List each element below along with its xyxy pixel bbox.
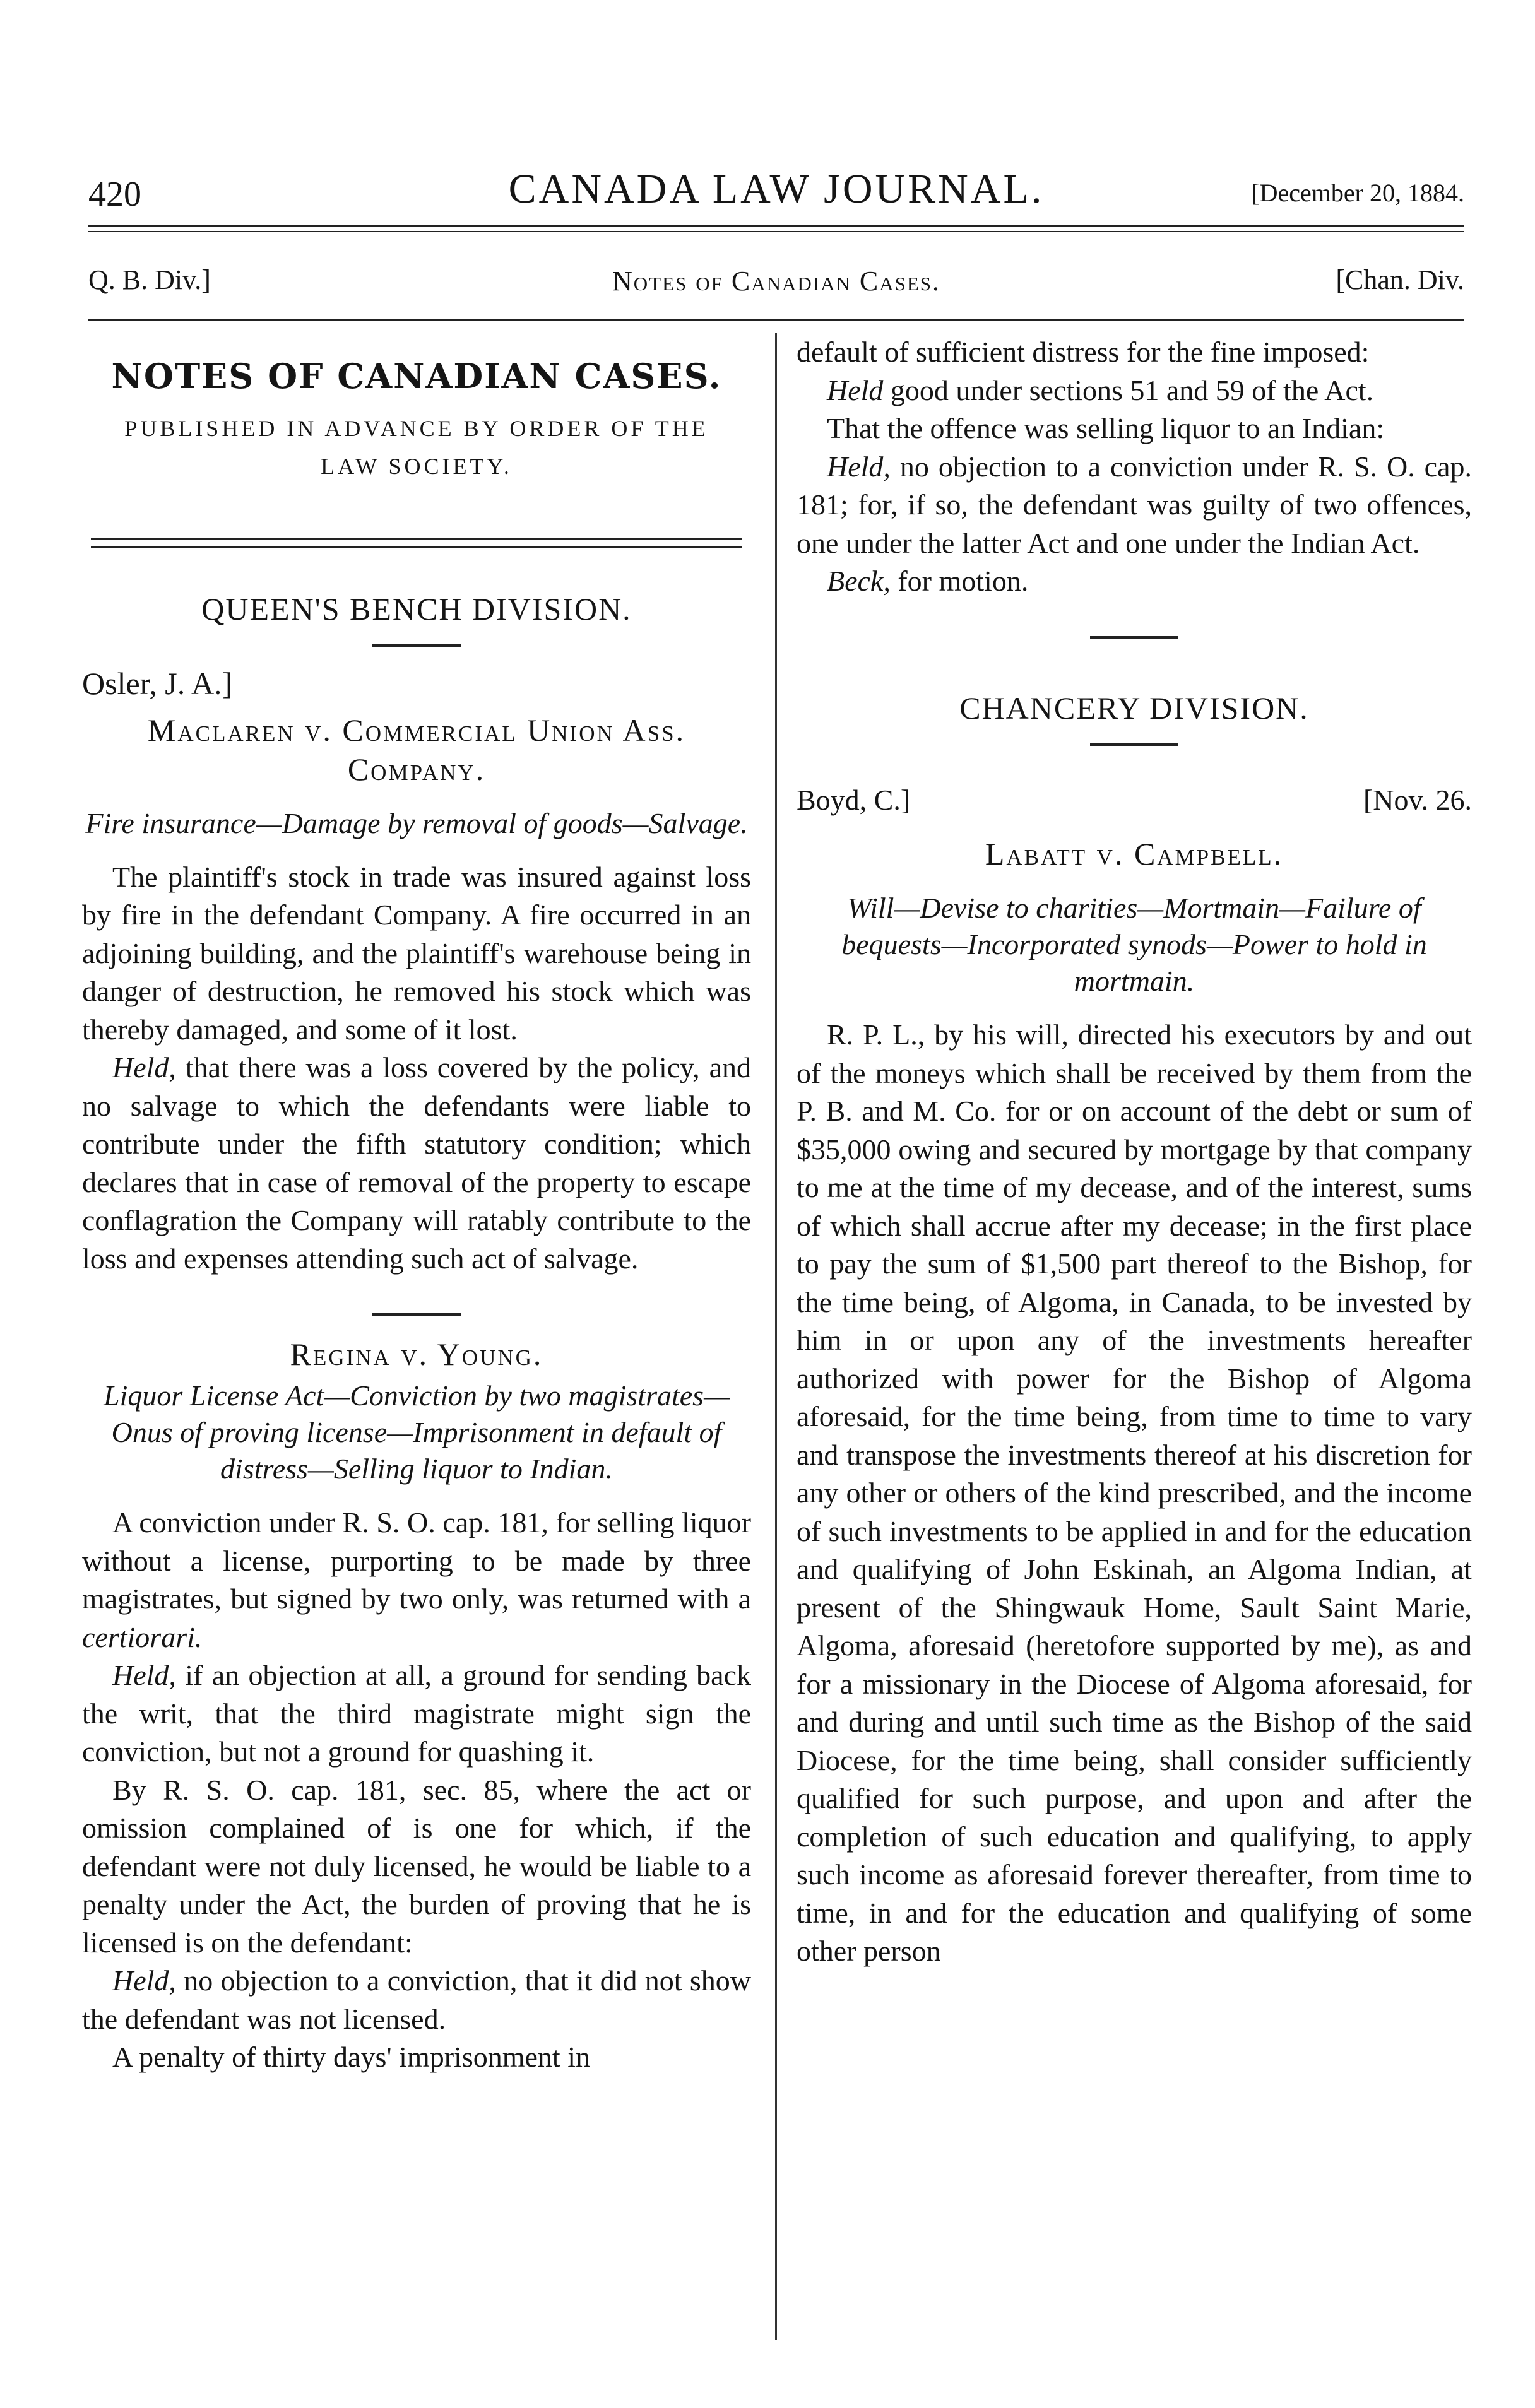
subheader-left: Q. B. Div.] — [88, 264, 211, 295]
paragraph — [82, 1962, 751, 2038]
chancery-heading: CHANCERY DIVISION. — [959, 690, 1309, 726]
publication-note: PUBLISHED IN ADVANCE BY ORDER OF THE LAW SOCIETY. — [124, 415, 709, 479]
short-rule — [1090, 743, 1178, 746]
held-label: Held, — [112, 1964, 176, 1997]
paragraph: A penalty of thirty days' imprisonment in — [112, 2041, 590, 2073]
italic-term: certiorari. — [82, 1620, 203, 1653]
journal-title: CANADA LAW JOURNAL. — [508, 166, 1045, 212]
short-rule — [372, 1313, 461, 1316]
paragraph-text: no objection to a conviction, that it did not show the defendant was not licensed. — [82, 1964, 751, 2035]
paragraph: The plaintiff's stock in trade was insured against loss by fire in the defendant Company. A fire occurred in an adjoining building, and the plaintiff's warehouse being in danger of destruction, he removed his stock which was thereby damaged, and some of it lost. — [82, 860, 751, 1046]
case-headnote: Liquor License Act—Conviction by two magistrates—Onus of proving license—Imprisonment in default of distress—Selling liquor to Indian. — [104, 1379, 730, 1485]
column-divider — [775, 333, 777, 2340]
paragraph — [82, 1504, 751, 1656]
paragraph-text: no objection to a conviction under R. S. O. cap. 181; for, if so, the defendant was guilty of two offences, one under the latter Act and one under the Indian Act. — [797, 450, 1472, 559]
case-headnote: Fire insurance—Damage by removal of goods—Salvage. — [85, 806, 748, 839]
case-date: [Nov. 26. — [1363, 784, 1472, 816]
paragraph-text: if an objection at all, a ground for sending back the writ, that the third magistrate might sign the conviction, but not a ground for quashing it. — [82, 1659, 751, 1768]
running-header — [88, 165, 1464, 216]
case-title: Regina v. Young. — [290, 1337, 543, 1372]
short-rule — [372, 644, 461, 647]
judge-line: Osler, J. A.] — [82, 666, 233, 701]
paragraph: That the offence was selling liquor to an Indian: — [827, 412, 1385, 444]
left-column — [82, 333, 751, 2077]
held-label: Held, — [112, 1051, 176, 1083]
paragraph — [82, 1049, 751, 1278]
paragraph: R. P. L., by his will, directed his executors by and out of the moneys which shall be received by them from the P. B. and M. Co. for or on account of the debt or sum of $35,000 owing and secured by mortgage by that company to me at the time of my decease, and of the interest, sums of which shall accrue after my decease; in the first place to pay the sum of $1,500 part thereof to the Bishop, for the time being, of Algoma, in Canada, to be invested by him in or upon any of the investments hereafter authorized with power for the Bishop of Algoma aforesaid, for the time being, from time to time to vary and transpose the investments thereof at his discretion for any other or others of the kind prescribed, and the income of such investments to be applied in and for the education and qualifying of John Eskinah, an Algoma Indian, at present of the Shingwauk Home, Sault Saint Marie, Algoma, aforesaid (heretofore supported by me), as and for a missionary in the Diocese of Algoma aforesaid, for and during and until such time as the Bishop of the said Diocese, for the time being, shall consider sufficiently qualified for such purpose, and upon and after the completion of such education and qualifying, to apply such income as aforesaid forever thereafter, from time to time, in and for the education and qualifying of some other person — [797, 1018, 1472, 1967]
issue-date: [December 20, 1884. — [1251, 179, 1464, 207]
judge-date-line — [797, 781, 1472, 820]
paragraph: default of sufficient distress for the fine imposed: — [797, 336, 1370, 368]
section-title: NOTES OF CANADIAN CASES. — [111, 356, 722, 396]
held-label: Held, — [112, 1659, 176, 1691]
subheader-rule — [88, 319, 1464, 321]
subheader-right: [Chan. Div. — [1336, 264, 1464, 295]
paragraph — [797, 562, 1472, 601]
paragraph: By R. S. O. cap. 181, sec. 85, where the act or omission complained of is one for which, if the defendant were not duly licensed, he would be liable to a penalty under the Act, the burden of proving that he is licensed is on the defendant: — [82, 1773, 751, 1959]
right-column — [797, 333, 1472, 1971]
paragraph-text: for motion. — [890, 565, 1029, 597]
paragraph — [797, 372, 1472, 410]
paragraph — [797, 448, 1472, 563]
paragraph-text: that there was a loss covered by the policy, and no salvage to which the defendants were liable to contribute under the fifth statutory condition; which declares that in case of removal of the property to escape conflagration the Company will ratably contribute to the loss and expenses attending such act of salvage. — [82, 1051, 751, 1275]
double-rule — [91, 538, 742, 548]
held-label: Held, — [827, 450, 891, 483]
division-subheader — [88, 264, 1464, 308]
header-rule-top — [88, 225, 1464, 227]
subheader-center: Notes of Canadian Cases. — [612, 266, 941, 297]
judge-line: Boyd, C.] — [797, 784, 911, 816]
header-rule-bottom — [88, 231, 1464, 232]
page-number: 420 — [88, 175, 141, 214]
counsel-name: Beck, — [827, 565, 891, 597]
case-title: Maclaren v. Commercial Union Ass. Company. — [147, 712, 686, 787]
case-title: Labatt v. Campbell. — [985, 836, 1284, 871]
paragraph-text: good under sections 51 and 59 of the Act. — [883, 374, 1374, 406]
queens-bench-heading: QUEEN'S BENCH DIVISION. — [201, 591, 632, 627]
paragraph-text: A conviction under R. S. O. cap. 181, for selling liquor without a license, purporting to be made by three magistrates, but signed by two only, was returned with a — [82, 1506, 751, 1615]
short-rule — [1090, 636, 1178, 639]
case-headnote: Will—Devise to charities—Mortmain—Failure of bequests—Incorporated synods—Power to hold in mortmain. — [841, 892, 1427, 997]
held-label: Held — [827, 374, 884, 406]
paragraph — [82, 1656, 751, 1771]
